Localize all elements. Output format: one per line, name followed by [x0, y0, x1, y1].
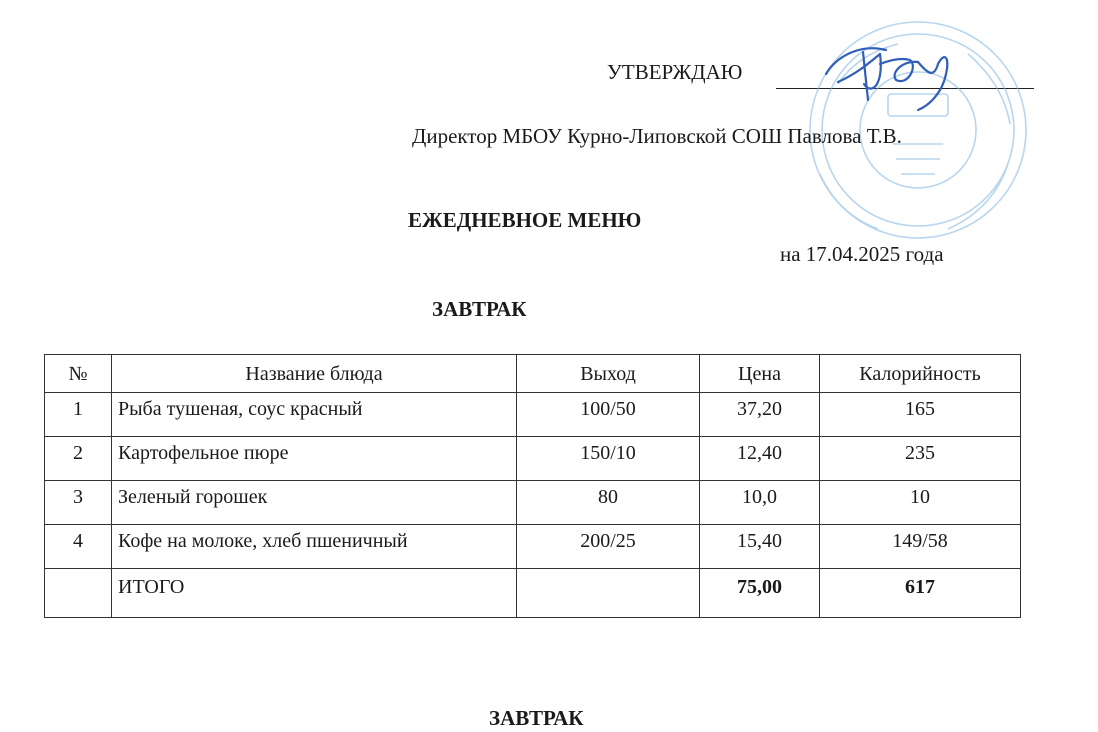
meal-heading-breakfast: ЗАВТРАК [432, 297, 527, 321]
signature-line [776, 88, 1034, 89]
table-row [45, 481, 1021, 525]
page-title: ЕЖЕДНЕВНОЕ МЕНЮ [408, 208, 642, 232]
column-header-number: № [45, 355, 112, 393]
row-number: 4 [45, 525, 112, 569]
row-number: 1 [45, 393, 112, 437]
dish-price: 12,40 [700, 437, 820, 481]
dish-yield: 200/25 [517, 525, 700, 569]
column-header-yield: Выход [517, 355, 700, 393]
dish-price: 15,40 [700, 525, 820, 569]
column-header-price: Цена [700, 355, 820, 393]
column-header-calories: Калорийность [820, 355, 1021, 393]
total-number-cell [45, 569, 112, 618]
total-calories: 617 [820, 569, 1021, 618]
dish-yield: 80 [517, 481, 700, 525]
dish-yield: 100/50 [517, 393, 700, 437]
row-number: 2 [45, 437, 112, 481]
total-label: ИТОГО [112, 569, 517, 618]
dish-calories: 165 [820, 393, 1021, 437]
approve-label: УТВЕРЖДАЮ [607, 60, 743, 84]
dish-price: 37,20 [700, 393, 820, 437]
table-row [45, 393, 1021, 437]
dish-name: Рыба тушеная, соус красный [112, 393, 517, 437]
dish-name: Зеленый горошек [112, 481, 517, 525]
dish-name: Картофельное пюре [112, 437, 517, 481]
table-total-row [45, 569, 1021, 618]
menu-table [44, 354, 1021, 618]
column-header-name: Название блюда [112, 355, 517, 393]
total-yield-cell [517, 569, 700, 618]
dish-yield: 150/10 [517, 437, 700, 481]
dish-price: 10,0 [700, 481, 820, 525]
director-line: Директор МБОУ Курно-Липовской СОШ Павлова Т.В. [412, 124, 902, 148]
dish-calories: 235 [820, 437, 1021, 481]
dish-calories: 10 [820, 481, 1021, 525]
table-row [45, 525, 1021, 569]
row-number: 3 [45, 481, 112, 525]
total-price: 75,00 [700, 569, 820, 618]
dish-calories: 149/58 [820, 525, 1021, 569]
dish-name: Кофе на молоке, хлеб пшеничный [112, 525, 517, 569]
table-header-row [45, 355, 1021, 393]
table-row [45, 437, 1021, 481]
menu-date: на 17.04.2025 года [780, 242, 944, 266]
meal-heading-breakfast-second: ЗАВТРАК [489, 706, 584, 730]
